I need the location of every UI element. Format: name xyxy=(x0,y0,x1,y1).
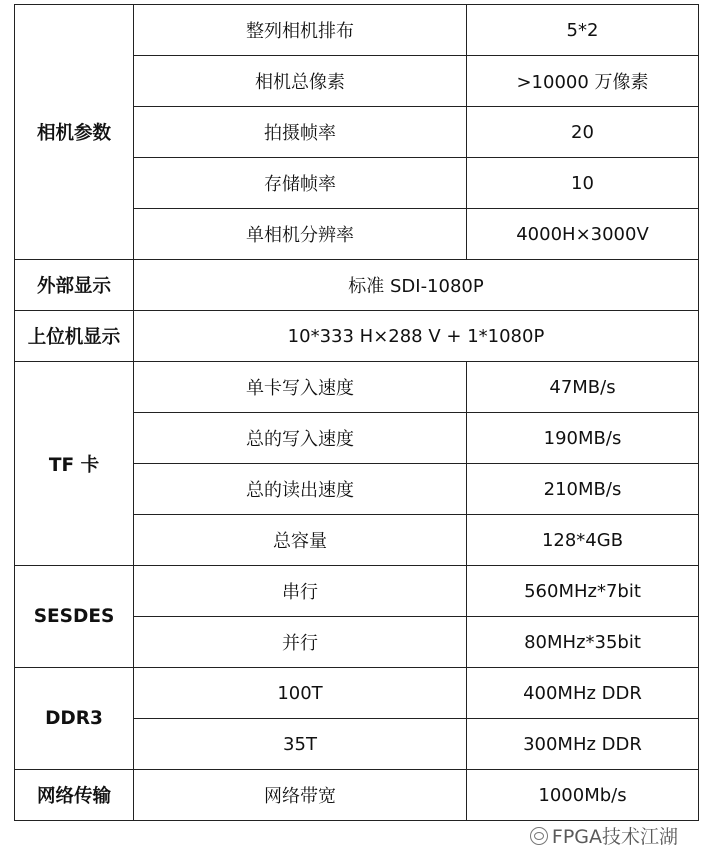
value-cell: 47MB/s xyxy=(467,362,699,413)
value-cell: 210MB/s xyxy=(467,464,699,515)
item-cell: 相机总像素 xyxy=(134,56,467,107)
spec-table xyxy=(14,4,699,821)
item-cell: 网络带宽 xyxy=(134,770,467,821)
item-cell: 并行 xyxy=(134,617,467,668)
category-cell: SESDES xyxy=(15,566,134,668)
item-cell: 串行 xyxy=(134,566,467,617)
table-row xyxy=(15,260,699,311)
item-cell: 单卡写入速度 xyxy=(134,362,467,413)
category-cell: TF 卡 xyxy=(15,362,134,566)
value-cell: 400MHz DDR xyxy=(467,668,699,719)
category-cell: DDR3 xyxy=(15,668,134,770)
item-cell: 总的写入速度 xyxy=(134,413,467,464)
value-cell: 190MB/s xyxy=(467,413,699,464)
wechat-icon xyxy=(530,827,548,845)
value-cell: >10000 万像素 xyxy=(467,56,699,107)
table-row xyxy=(15,566,699,617)
item-cell: 总容量 xyxy=(134,515,467,566)
item-cell: 存储帧率 xyxy=(134,158,467,209)
item-cell: 35T xyxy=(134,719,467,770)
item-cell: 100T xyxy=(134,668,467,719)
value-cell: 10 xyxy=(467,158,699,209)
value-cell: 1000Mb/s xyxy=(467,770,699,821)
category-cell: 外部显示 xyxy=(15,260,134,311)
item-cell: 整列相机排布 xyxy=(134,5,467,56)
table-row xyxy=(15,311,699,362)
table-row xyxy=(15,362,699,413)
table-row xyxy=(15,770,699,821)
item-cell: 单相机分辨率 xyxy=(134,209,467,260)
value-cell: 80MHz*35bit xyxy=(467,617,699,668)
category-cell: 网络传输 xyxy=(15,770,134,821)
table-row xyxy=(15,5,699,56)
category-cell: 上位机显示 xyxy=(15,311,134,362)
value-cell: 5*2 xyxy=(467,5,699,56)
item-cell: 总的读出速度 xyxy=(134,464,467,515)
value-cell: 560MHz*7bit xyxy=(467,566,699,617)
merged-value-cell: 10*333 H×288 V + 1*1080P xyxy=(134,311,699,362)
value-cell: 20 xyxy=(467,107,699,158)
table-row xyxy=(15,668,699,719)
value-cell: 4000H×3000V xyxy=(467,209,699,260)
item-cell: 拍摄帧率 xyxy=(134,107,467,158)
value-cell: 300MHz DDR xyxy=(467,719,699,770)
merged-value-cell: 标准 SDI-1080P xyxy=(134,260,699,311)
watermark xyxy=(524,822,684,849)
category-cell: 相机参数 xyxy=(15,5,134,260)
watermark-text: FPGA技术江湖 xyxy=(551,826,678,848)
value-cell: 128*4GB xyxy=(467,515,699,566)
